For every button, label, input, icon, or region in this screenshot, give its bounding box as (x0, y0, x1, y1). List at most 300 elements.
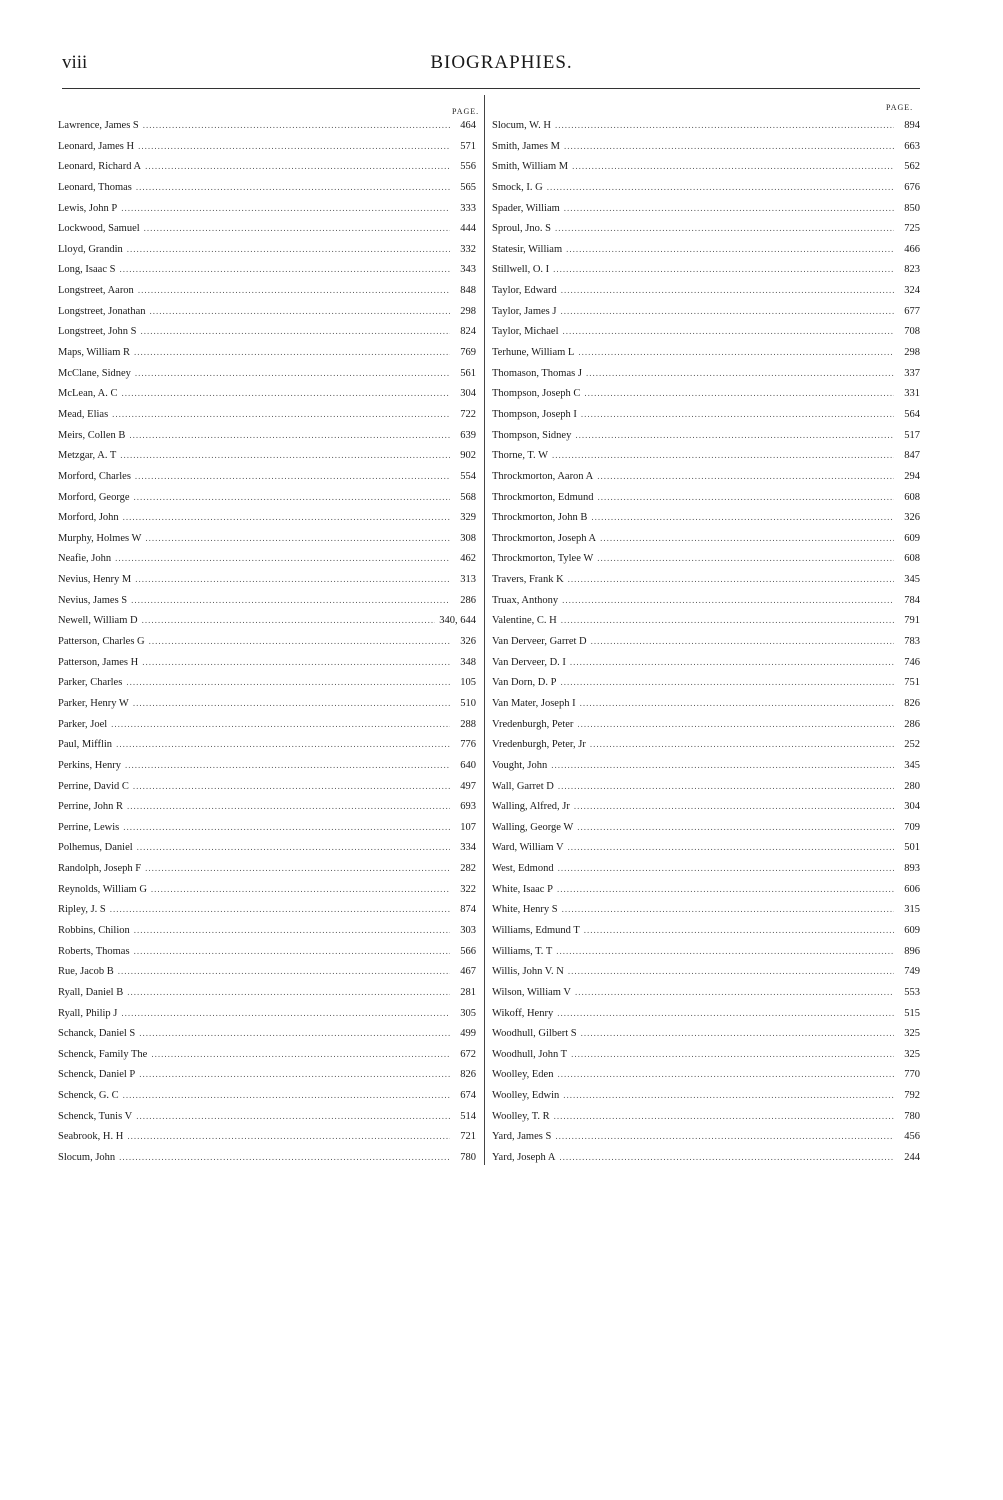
entry-name: Van Derveer, Garret D (492, 636, 587, 648)
entry-name: Throckmorton, Edmund (492, 491, 594, 503)
leader-dots (557, 884, 894, 894)
leader-dots (151, 884, 450, 894)
entry-name: Schenck, Daniel P (58, 1069, 136, 1081)
index-entry (58, 553, 476, 574)
entry-page: 298 (460, 305, 476, 317)
leader-dots (122, 388, 451, 398)
entry-name: Leonard, James H (58, 140, 135, 152)
entry-page: 783 (904, 636, 920, 648)
entry-page: 345 (904, 574, 920, 586)
index-entry (492, 574, 920, 595)
leader-dots (590, 739, 894, 749)
leader-dots (568, 842, 894, 852)
leader-dots (581, 409, 894, 419)
leader-dots (591, 512, 894, 522)
index-entry (58, 347, 476, 368)
entry-page: 568 (460, 491, 476, 503)
entry-page: 606 (904, 883, 920, 895)
leader-dots (570, 657, 894, 667)
index-entry (492, 161, 920, 182)
index-entry (58, 285, 476, 306)
leader-dots (591, 636, 894, 646)
index-entry (58, 925, 476, 946)
entry-page: 333 (460, 202, 476, 214)
entry-name: Randolph, Joseph F (58, 863, 142, 875)
entry-page: 823 (904, 264, 920, 276)
entry-name: Woolley, Edwin (492, 1090, 560, 1102)
leader-dots (556, 946, 894, 956)
entry-name: Taylor, James J (492, 305, 557, 317)
leader-dots (571, 1049, 894, 1059)
entry-page: 792 (904, 1090, 920, 1102)
index-entry (58, 388, 476, 409)
leader-dots (133, 698, 450, 708)
entry-name: Perrine, Lewis (58, 821, 120, 833)
entry-name: Vought, John (492, 759, 548, 771)
entry-name: Woolley, T. R (492, 1110, 550, 1122)
index-entry (492, 1008, 920, 1029)
entry-name: Yard, Joseph A (492, 1152, 556, 1164)
index-column-left (58, 120, 476, 1173)
leader-dots (112, 409, 450, 419)
entry-page: 608 (904, 553, 920, 565)
entry-name: Walling, Alfred, Jr (492, 801, 570, 813)
leader-dots (115, 553, 450, 563)
leader-dots (151, 1049, 450, 1059)
leader-dots (568, 574, 894, 584)
index-entry (492, 595, 920, 616)
entry-page: 780 (460, 1152, 476, 1164)
entry-page: 847 (904, 450, 920, 462)
index-entry (492, 1131, 920, 1152)
leader-dots (563, 326, 895, 336)
index-entry (58, 677, 476, 698)
entry-name: Perrine, John R (58, 801, 124, 813)
leader-dots (597, 471, 894, 481)
entry-page: 331 (904, 388, 920, 400)
entry-name: Thompson, Sidney (492, 429, 572, 441)
entry-name: Smith, James M (492, 140, 560, 152)
index-entry (58, 161, 476, 182)
entry-page: 107 (460, 821, 476, 833)
leader-dots (575, 987, 894, 997)
index-entry (58, 368, 476, 389)
entry-page: 324 (904, 285, 920, 297)
entry-name: McLean, A. C (58, 388, 118, 400)
index-entry (492, 781, 920, 802)
leader-dots (142, 657, 450, 667)
entry-name: Lewis, John P (58, 202, 118, 214)
leader-dots (131, 595, 450, 605)
leader-dots (126, 677, 450, 687)
entry-page: 304 (904, 801, 920, 813)
entry-page: 464 (460, 120, 476, 131)
entry-name: Parker, Charles (58, 677, 123, 689)
entry-name: Throckmorton, John B (492, 512, 588, 524)
index-entry (492, 368, 920, 389)
entry-name: White, Henry S (492, 904, 558, 916)
leader-dots (562, 595, 894, 605)
entry-name: Walling, George W (492, 821, 574, 833)
leader-dots (563, 1090, 894, 1100)
entry-page: 514 (460, 1110, 476, 1122)
leader-dots (119, 1152, 450, 1162)
entry-name: Rue, Jacob B (58, 966, 114, 978)
leader-dots (555, 120, 894, 130)
index-entry (492, 450, 920, 471)
leader-dots (139, 1069, 450, 1079)
index-entry (58, 1069, 476, 1090)
entry-page: 562 (904, 161, 920, 173)
entry-name: Schenck, G. C (58, 1090, 119, 1102)
entry-name: Leonard, Richard A (58, 161, 142, 173)
entry-page: 325 (904, 1028, 920, 1040)
entry-page: 896 (904, 945, 920, 957)
leader-dots (134, 925, 450, 935)
entry-page: 467 (460, 966, 476, 978)
leader-dots (577, 719, 894, 729)
entry-page: 780 (904, 1110, 920, 1122)
entry-name: Longstreet, John S (58, 326, 137, 338)
entry-page: 708 (904, 326, 920, 338)
entry-page: 556 (460, 161, 476, 173)
leader-dots (121, 203, 450, 213)
entry-page: 510 (460, 697, 476, 709)
leader-dots (566, 244, 894, 254)
entry-page: 315 (904, 904, 920, 916)
entry-name: Vredenburgh, Peter (492, 718, 574, 730)
index-entry (492, 388, 920, 409)
header-rule (62, 88, 920, 89)
index-entry (58, 430, 476, 451)
entry-name: Parker, Henry W (58, 697, 129, 709)
index-entry (492, 1069, 920, 1090)
index-entry (492, 822, 920, 843)
leader-dots (149, 306, 450, 316)
entry-page: 343 (460, 264, 476, 276)
entry-name: Long, Isaac S (58, 264, 116, 276)
entry-page: 515 (904, 1007, 920, 1019)
index-entry (58, 884, 476, 905)
entry-name: Spader, William (492, 202, 560, 214)
entry-name: Truax, Anthony (492, 594, 559, 606)
leader-dots (136, 1111, 450, 1121)
index-entry (492, 946, 920, 967)
entry-page: 326 (460, 636, 476, 648)
leader-dots (118, 966, 450, 976)
index-entry (492, 223, 920, 244)
entry-page: 286 (904, 718, 920, 730)
entry-name: Wikoff, Henry (492, 1007, 554, 1019)
index-entry (58, 760, 476, 781)
page-label-left: PAGE. (452, 107, 480, 116)
entry-name: Lockwood, Samuel (58, 223, 140, 235)
leader-dots (125, 760, 450, 770)
entry-name: Slocum, John (58, 1152, 116, 1164)
leader-dots (120, 450, 450, 460)
entry-page: 848 (460, 285, 476, 297)
entry-page: 893 (904, 863, 920, 875)
entry-name: Van Mater, Joseph I (492, 697, 576, 709)
leader-dots (135, 368, 450, 378)
entry-page: 571 (460, 140, 476, 152)
leader-dots (140, 326, 450, 336)
leader-dots (123, 1090, 450, 1100)
entry-page: 722 (460, 408, 476, 420)
entry-page: 769 (460, 347, 476, 359)
index-entry (58, 182, 476, 203)
entry-page: 329 (460, 512, 476, 524)
leader-dots (135, 574, 450, 584)
index-entry (58, 120, 476, 141)
entry-page: 564 (904, 408, 920, 420)
index-entry (58, 1090, 476, 1111)
entry-name: Thompson, Joseph C (492, 388, 581, 400)
leader-dots (575, 430, 894, 440)
entry-page: 640 (460, 759, 476, 771)
entry-page: 776 (460, 739, 476, 751)
index-entry (492, 801, 920, 822)
index-entry (492, 677, 920, 698)
index-entry (492, 285, 920, 306)
entry-name: Travers, Frank K (492, 574, 564, 586)
index-entry (492, 884, 920, 905)
entry-name: Leonard, Thomas (58, 181, 132, 193)
entry-page: 609 (904, 924, 920, 936)
column-divider (484, 95, 485, 1165)
page-title: BIOGRAPHIES. (430, 52, 573, 73)
index-entry (492, 512, 920, 533)
leader-dots (116, 739, 450, 749)
entry-page: 326 (904, 512, 920, 524)
leader-dots (145, 533, 450, 543)
index-entry (58, 471, 476, 492)
entry-name: Longstreet, Aaron (58, 285, 134, 297)
index-entry (492, 657, 920, 678)
entry-name: Taylor, Michael (492, 326, 559, 338)
index-entry (58, 574, 476, 595)
index-entry (58, 533, 476, 554)
leader-dots (145, 863, 450, 873)
entry-name: Patterson, Charles G (58, 636, 145, 648)
entry-name: Nevius, Henry M (58, 574, 132, 586)
index-entry (58, 223, 476, 244)
entry-page: 462 (460, 553, 476, 565)
leader-dots (123, 822, 450, 832)
leader-dots (557, 1069, 894, 1079)
entry-page: 308 (460, 532, 476, 544)
index-entry (58, 409, 476, 430)
entry-name: Thomason, Thomas J (492, 367, 582, 379)
entry-name: Lloyd, Grandin (58, 243, 123, 255)
entry-page: 337 (904, 367, 920, 379)
index-entry (58, 739, 476, 760)
entry-page: 303 (460, 924, 476, 936)
entry-name: Slocum, W. H (492, 120, 551, 131)
leader-dots (574, 801, 894, 811)
index-entry (58, 822, 476, 843)
entry-page: 850 (904, 202, 920, 214)
entry-name: Seabrook, H. H (58, 1131, 124, 1143)
entry-name: West, Edmond (492, 863, 554, 875)
leader-dots (578, 347, 894, 357)
entry-page: 725 (904, 223, 920, 235)
entry-page: 770 (904, 1069, 920, 1081)
index-entry (58, 306, 476, 327)
leader-dots (137, 842, 450, 852)
entry-page: 609 (904, 532, 920, 544)
index-entry (58, 1008, 476, 1029)
index-entry (58, 946, 476, 967)
leader-dots (560, 677, 894, 687)
entry-page: 791 (904, 615, 920, 627)
index-entry (492, 615, 920, 636)
entry-name: Perkins, Henry (58, 759, 121, 771)
index-entry (58, 141, 476, 162)
index-entry (492, 636, 920, 657)
entry-page: 294 (904, 470, 920, 482)
index-entry (492, 553, 920, 574)
leader-dots (564, 141, 894, 151)
entry-name: Throckmorton, Tylee W (492, 553, 594, 565)
leader-dots (555, 1131, 894, 1141)
entry-page: 298 (904, 347, 920, 359)
entry-page: 334 (460, 842, 476, 854)
index-entry (492, 203, 920, 224)
leader-dots (138, 285, 450, 295)
entry-page: 674 (460, 1090, 476, 1102)
leader-dots (123, 512, 450, 522)
leader-dots (572, 161, 894, 171)
index-entry (492, 326, 920, 347)
index-entry (58, 842, 476, 863)
index-entry (492, 347, 920, 368)
entry-name: Ripley, J. S (58, 904, 106, 916)
index-entry (492, 1049, 920, 1070)
index-entry (492, 430, 920, 451)
page-number: viii (62, 52, 88, 73)
leader-dots (597, 553, 894, 563)
entry-name: Valentine, C. H (492, 615, 557, 627)
leader-dots (139, 1028, 450, 1038)
index-entry (58, 719, 476, 740)
leader-dots (568, 966, 894, 976)
entry-name: Patterson, James H (58, 656, 139, 668)
leader-dots (581, 1028, 894, 1038)
index-entry (492, 120, 920, 141)
index-entry (492, 904, 920, 925)
entry-name: Ward, William V (492, 842, 564, 854)
index-entry (58, 781, 476, 802)
leader-dots (127, 801, 450, 811)
index-entry (492, 141, 920, 162)
leader-dots (127, 1131, 450, 1141)
entry-page: 554 (460, 470, 476, 482)
entry-page: 499 (460, 1028, 476, 1040)
leader-dots (551, 760, 894, 770)
entry-name: Wall, Garret D (492, 780, 554, 792)
index-entry (58, 1111, 476, 1132)
index-entry (58, 1028, 476, 1049)
leader-dots (554, 1111, 894, 1121)
entry-page: 553 (904, 986, 920, 998)
entry-page: 676 (904, 181, 920, 193)
leader-dots (134, 492, 450, 502)
entry-name: Morford, John (58, 512, 119, 524)
entry-name: Smock, I. G (492, 181, 543, 193)
entry-name: White, Isaac P (492, 883, 553, 895)
entry-name: Williams, Edmund T (492, 924, 580, 936)
index-entry (58, 698, 476, 719)
index-entry (58, 615, 476, 636)
entry-page: 709 (904, 821, 920, 833)
leader-dots (121, 1008, 450, 1018)
entry-name: Neafie, John (58, 553, 112, 565)
entry-page: 348 (460, 656, 476, 668)
entry-name: Longstreet, Jonathan (58, 305, 146, 317)
leader-dots (584, 388, 894, 398)
index-entry (492, 409, 920, 430)
index-entry (492, 987, 920, 1008)
index-entry (58, 636, 476, 657)
entry-page: 322 (460, 883, 476, 895)
leader-dots (134, 946, 450, 956)
leader-dots (129, 430, 450, 440)
entry-name: Reynolds, William G (58, 883, 147, 895)
entry-page: 252 (904, 739, 920, 751)
leader-dots (558, 781, 894, 791)
leader-dots (597, 492, 894, 502)
leader-dots (127, 244, 450, 254)
index-entry (492, 244, 920, 265)
leader-dots (558, 863, 894, 873)
entry-page: 894 (904, 120, 920, 131)
entry-page: 105 (460, 677, 476, 689)
entry-name: Throckmorton, Aaron A (492, 470, 594, 482)
index-entry (492, 306, 920, 327)
entry-name: Murphy, Holmes W (58, 532, 142, 544)
leader-dots (561, 285, 894, 295)
leader-dots (547, 182, 894, 192)
entry-page: 902 (460, 450, 476, 462)
entry-page: 672 (460, 1048, 476, 1060)
entry-page: 749 (904, 966, 920, 978)
entry-name: Mead, Elias (58, 408, 109, 420)
entry-name: Van Dorn, D. P (492, 677, 557, 689)
index-entry (492, 719, 920, 740)
index-entry (492, 1111, 920, 1132)
leader-dots (561, 615, 894, 625)
index-entry (58, 244, 476, 265)
entry-page: 325 (904, 1048, 920, 1060)
leader-dots (562, 904, 894, 914)
index-entry (492, 533, 920, 554)
index-entry (492, 863, 920, 884)
entry-page: 286 (460, 594, 476, 606)
entry-name: Willis, John V. N (492, 966, 564, 978)
leader-dots (553, 264, 894, 274)
entry-name: Maps, William R (58, 347, 131, 359)
leader-dots (580, 698, 894, 708)
index-entry (58, 966, 476, 987)
entry-name: Metzgar, A. T (58, 450, 117, 462)
leader-dots (149, 636, 450, 646)
leader-dots (138, 141, 450, 151)
entry-name: McClane, Sidney (58, 367, 131, 379)
entry-name: Woolley, Eden (492, 1069, 554, 1081)
index-entry (492, 842, 920, 863)
index-column-right (492, 120, 920, 1173)
